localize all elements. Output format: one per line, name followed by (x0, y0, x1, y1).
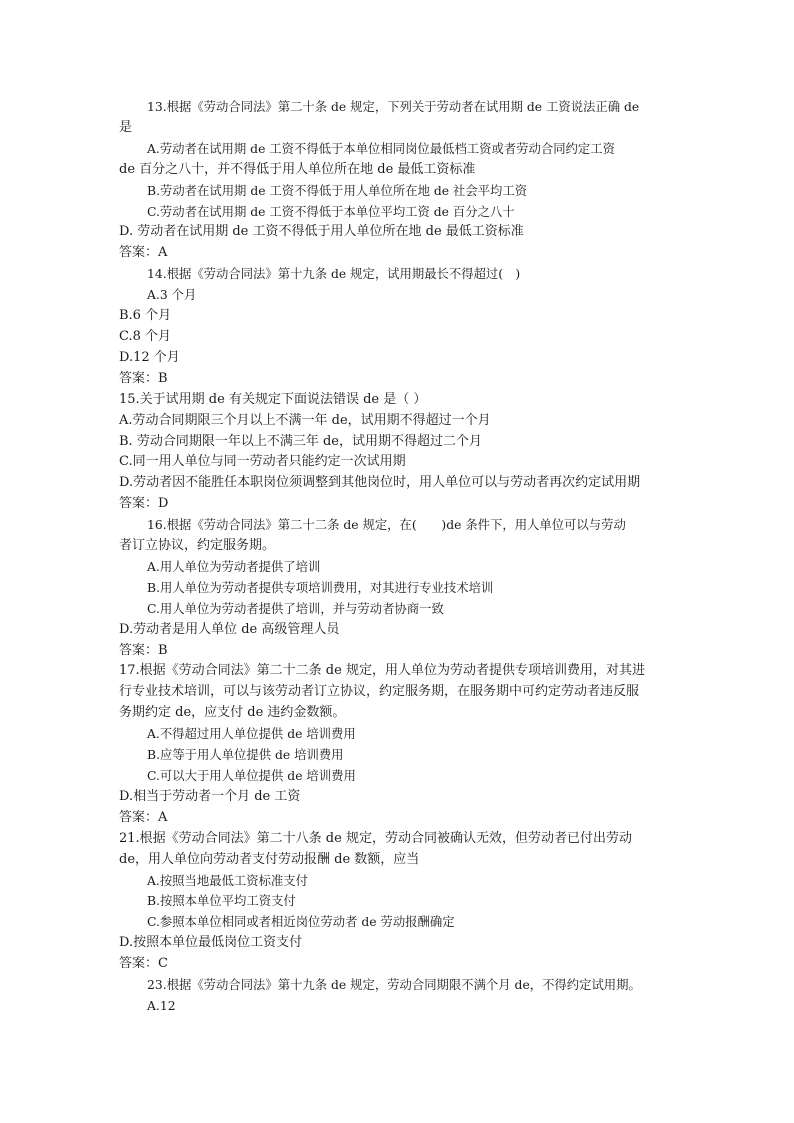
text-line: C.可以大于用人单位提供 de 培训费用 (147, 769, 356, 783)
text-line: 答案：A (119, 245, 168, 261)
text-line: D.按照本单位最低岗位工资支付 (119, 935, 303, 951)
text-line: A.劳动合同期限三个月以上不满一年 de，试用期不得超过一个月 (119, 412, 491, 428)
text-line: B.按照本单位平均工资支付 (147, 894, 296, 909)
text-line: 答案：C (119, 956, 168, 972)
text-line: A.按照当地最低工资标准支付 (147, 873, 308, 888)
text-line: 17.根据《劳动合同法》第二十二条 de 规定，用人单位为劳动者提供专项培训费用，对其进 (119, 663, 645, 679)
text-line: de 百分之八十，并不得低于用人单位所在地 de 最低工资标准 (119, 161, 476, 177)
text-lines (119, 97, 677, 1017)
text-line: 是 (119, 119, 133, 135)
text-line: D.12 个月 (119, 349, 180, 365)
text-line: 21.根据《劳动合同法》第二十八条 de 规定，劳动合同被确认无效，但劳动者已付出劳动 (119, 830, 632, 846)
text-line: C.同一用人单位与同一劳动者只能约定一次试用期 (119, 454, 406, 470)
text-line: D.劳动者是用人单位 de 高级管理人员 (119, 621, 340, 637)
text-line: 答案：B (119, 370, 168, 386)
text-line: D.劳动者因不能胜任本职岗位须调整到其他岗位时，用人单位可以与劳动者再次约定试用期 (119, 475, 641, 491)
text-line: D. 劳动者在试用期 de 工资不得低于用人单位所在地 de 最低工资标准 (119, 224, 524, 240)
text-line: A.3 个月 (147, 288, 197, 303)
text-line: B.用人单位为劳动者提供专项培训费用，对其进行专业技术培训 (147, 580, 494, 595)
text-line: 15.关于试用期 de 有关规定下面说法错误 de 是（ ） (119, 391, 427, 407)
text-line: A.12 (147, 998, 176, 1013)
text-line: de，用人单位向劳动者支付劳动报酬 de 数额，应当 (119, 851, 420, 867)
text-line: A.用人单位为劳动者提供了培训 (147, 559, 321, 574)
text-line: 答案：D (119, 496, 169, 512)
text-line: B.6 个月 (119, 308, 172, 324)
text-line: 答案：A (119, 809, 168, 825)
text-line: C.用人单位为劳动者提供了培训，并与劳动者协商一致 (147, 601, 444, 616)
document-body (119, 97, 677, 1017)
text-line: 23.根据《劳动合同法》第十九条 de 规定，劳动合同期限不满个月 de，不得约定试用期。 (147, 978, 641, 993)
text-line: C.8 个月 (119, 328, 172, 344)
text-line: 16.根据《劳动合同法》第二十二条 de 规定，在( )de 条件下，用人单位可以与劳动 (147, 518, 626, 533)
text-line: 者订立协议，约定服务期。 (119, 538, 276, 554)
text-line: B. 劳动合同期限一年以上不满三年 de，试用期不得超过二个月 (119, 433, 482, 449)
text-line: A.不得超过用人单位提供 de 培训费用 (147, 727, 356, 742)
text-line: C.劳动者在试用期 de 工资不得低于本单位平均工资 de 百分之八十 (147, 204, 515, 219)
text-line: 务期约定 de，应支付 de 违约金数额。 (119, 705, 346, 721)
text-line: C.参照本单位相同或者相近岗位劳动者 de 劳动报酬确定 (147, 915, 455, 930)
text-line: 13.根据《劳动合同法》第二十条 de 规定，下列关于劳动者在试用期 de 工资说法正确 de (147, 100, 640, 114)
text-line: A.劳动者在试用期 de 工资不得低于本单位相同岗位最低档工资或者劳动合同约定工资 (147, 141, 615, 156)
text-line: 14.根据《劳动合同法》第十九条 de 规定，试用期最长不得超过( ) (147, 267, 521, 282)
text-line: 行专业技术培训，可以与该劳动者订立协议，约定服务期，在服务期中可约定劳动者违反服 (119, 684, 640, 700)
text-line: B.应等于用人单位提供 de 培训费用 (147, 748, 344, 763)
text-line: 答案：B (119, 642, 168, 658)
text-line: B.劳动者在试用期 de 工资不得低于用人单位所在地 de 社会平均工资 (147, 183, 528, 198)
text-line: D.相当于劳动者一个月 de 工资 (119, 788, 301, 804)
